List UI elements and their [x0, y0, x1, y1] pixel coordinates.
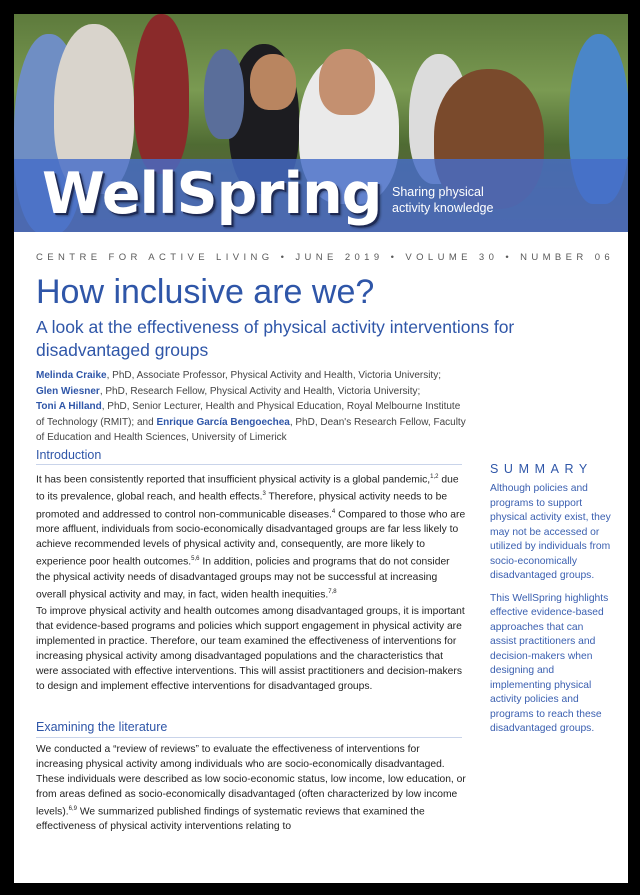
- citation: 1,2: [430, 474, 439, 480]
- text: We summarized published findings of systematic reviews that examined the effectiveness of physical activity interventions relating to: [36, 806, 425, 833]
- examining-paragraph: [36, 742, 466, 841]
- page-title: How inclusive are we?: [36, 273, 375, 311]
- citation: 6,9: [68, 806, 77, 812]
- issue-meta: CENTRE FOR ACTIVE LIVING • JUNE 2019 • VOLUME 30 • NUMBER 06: [36, 252, 615, 263]
- citation: 5,6: [191, 556, 200, 563]
- intro-paragraph-2: [36, 604, 466, 701]
- citation: 3: [262, 491, 266, 498]
- text: due to its prevalence, global reach, and health effects.: [36, 474, 459, 503]
- intro-paragraph-1: [36, 470, 466, 609]
- tagline-line-2: activity knowledge: [392, 201, 494, 215]
- summary-sidebar: [490, 462, 612, 745]
- citation: 4: [331, 508, 336, 515]
- text: It has been consistently reported that insufficient physical activity is a global pandemic,: [36, 474, 431, 486]
- author-affiliation: , PhD, Dean's Research Fellow, Faculty of Education and Health Sciences, University of Limerick: [36, 416, 466, 443]
- page-subtitle: A look at the effectiveness of physical activity interventions for disadvantaged groups: [36, 317, 515, 360]
- tagline-line-1: Sharing physical: [392, 185, 484, 199]
- text: In addition, policies and programs that do not consider the physical activity needs of disadvantaged groups may not be successful at increasing overall physical activity and may, in fact, widen health inequities.: [36, 556, 450, 601]
- newsletter-page: [14, 14, 628, 883]
- author-name: Toni A Hilland: [36, 401, 102, 412]
- text: Compared to those who are more affluent, individuals from socio-economically disadvantaged groups are far less likely to achieve recommended levels of physical activity and, consequently, are more likely to experience poor health outcomes.: [36, 509, 466, 568]
- text: We conducted a “review of reviews” to evaluate the effectiveness of interventions for increasing physical activity among individuals who are socio-economically disadvantaged. These individuals were described as low socio-economic status, low income, low education, or from areas defined as socio-economically disadvantaged (often characterized by low income levels).: [36, 744, 466, 818]
- section-heading-examining: Examining the literature: [36, 720, 168, 734]
- author-list: [36, 368, 466, 446]
- text: To improve physical activity and health outcomes among disadvantaged groups, it is important that evidence-based programs and policies which support engagement in physical activity are implemented in practice. Therefore, our team examined the effectiveness of interventions for increasing physical activity among disadvantaged populations and the characteristics that were associated with effective interventions. This will assist practitioners and decision-makers to design and implement effective interventions for disadvantaged groups.: [36, 606, 465, 692]
- divider: [36, 737, 462, 738]
- summary-paragraph-2: This WellSpring highlights effective evidence-based approaches that can assist practitioners and decision-makers when designing and implementing physical activity policies and programs to reach these disadvantaged groups.: [490, 592, 609, 734]
- section-heading-introduction: Introduction: [36, 448, 102, 462]
- author-affiliation: , PhD, Associate Professor, Physical Activity and Health, Victoria University;: [106, 370, 441, 381]
- brand-tagline: [392, 184, 512, 216]
- text: Therefore, physical activity needs to be promoted and addressed to control non-communicable diseases.: [36, 491, 448, 521]
- author-name: Enrique García Bengoechea: [156, 416, 290, 428]
- summary-paragraph-1: Although policies and programs to support physical activity exist, they may not be accessed or utilized by individuals from socio-economically disadvantaged groups.: [490, 483, 611, 581]
- author-name: Melinda Craike: [36, 370, 107, 381]
- wellspring-logo: WellSpring: [42, 161, 382, 227]
- citation: 7,8: [328, 588, 337, 595]
- author-affiliation: , PhD, Senior Lecturer, Health and Physical Education, Royal Melbourne Institute of Technology (RMIT); and: [36, 401, 461, 428]
- author-affiliation: , PhD, Research Fellow, Physical Activity and Health, Victoria University;: [99, 385, 421, 397]
- divider: [36, 464, 462, 465]
- summary-heading: SUMMARY: [490, 462, 593, 476]
- author-name: Glen Wiesner: [36, 385, 100, 397]
